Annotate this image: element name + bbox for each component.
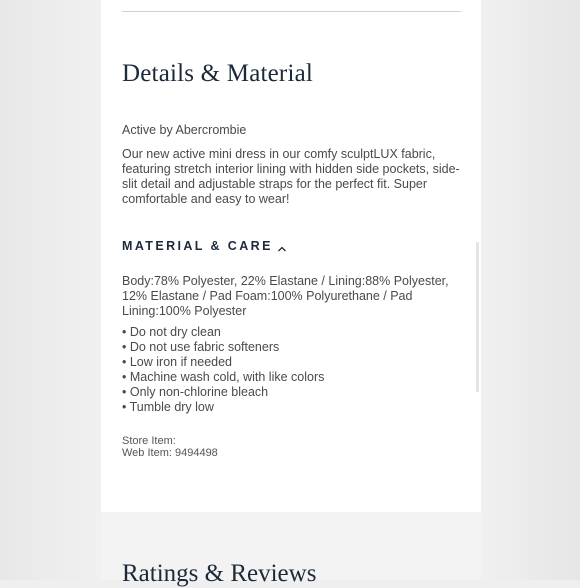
background-left bbox=[0, 0, 101, 580]
scrollbar[interactable] bbox=[476, 242, 479, 392]
care-item: • Do not dry clean bbox=[122, 325, 221, 339]
brand-label: Active by Abercrombie bbox=[122, 123, 247, 137]
background-right bbox=[481, 0, 580, 580]
material-composition: Body:78% Polyester, 22% Elastane / Lining:88% Polyester, 12% Elastane / Pad Foam:100% Polyurethane / Pad Lining:100% Polyester bbox=[122, 274, 449, 318]
section-divider bbox=[122, 11, 461, 12]
ratings-reviews-section bbox=[101, 512, 481, 587]
chevron-up-icon bbox=[277, 241, 287, 251]
care-item: • Tumble dry low bbox=[122, 400, 214, 414]
care-instructions-list bbox=[122, 325, 324, 415]
care-item: • Low iron if needed bbox=[122, 355, 233, 369]
product-description: Our new active mini dress in our comfy sculptLUX fabric, featuring stretch interior lining with hidden side pockets, side-slit detail and adjustable straps for the perfect fit. Super comfortable and easy to wear! bbox=[122, 147, 460, 206]
store-item-label: Store Item: bbox=[122, 435, 176, 447]
care-item: • Only non-chlorine bleach bbox=[122, 385, 269, 399]
care-item: • Machine wash cold, with like colors bbox=[122, 370, 325, 384]
web-item-label: Web Item: 9494498 bbox=[122, 447, 218, 459]
care-item: • Do not use fabric softeners bbox=[122, 340, 280, 354]
material-care-header: MATERIAL & CARE bbox=[122, 239, 273, 253]
details-material-title: Details & Material bbox=[122, 60, 314, 87]
ratings-reviews-title: Ratings & Reviews bbox=[122, 560, 317, 587]
product-details-panel bbox=[101, 0, 481, 512]
material-care-toggle[interactable] bbox=[122, 239, 287, 253]
item-info bbox=[122, 435, 218, 459]
